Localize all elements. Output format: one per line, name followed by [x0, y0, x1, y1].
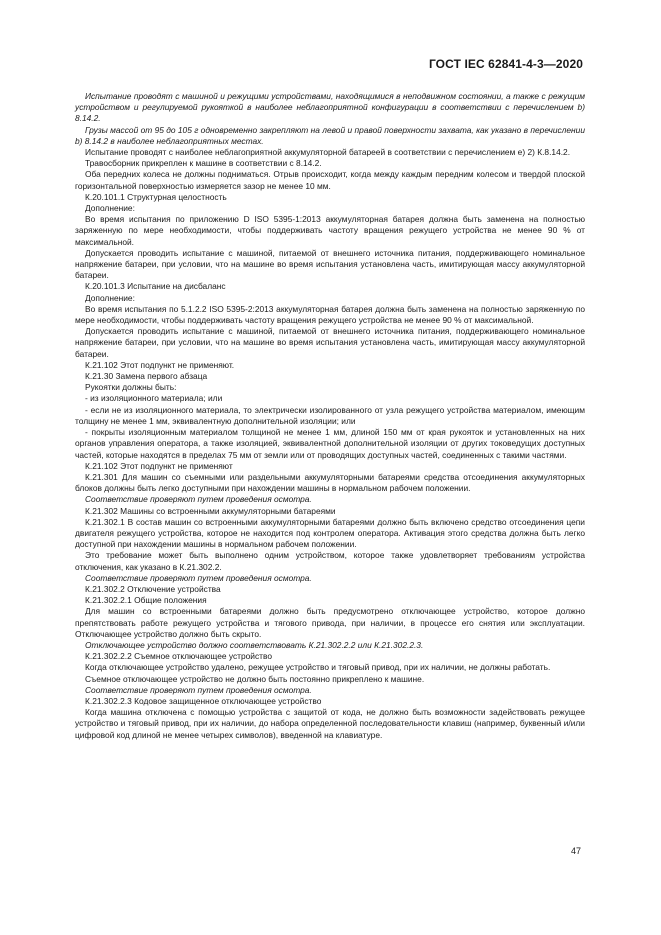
paragraph: К.21.30 Замена первого абзаца: [85, 371, 208, 382]
paragraph: - из изоляционного материала; или: [85, 393, 223, 404]
paragraph: К.21.302.2.3 Кодовое защищенное отключающее устройство: [85, 695, 322, 706]
paragraph: Отключающее устройство должно соответствовать К.21.302.2.2 или К.21.302.2.3.: [85, 639, 424, 650]
paragraph: Для машин со встроенными батареями должно быть предусмотрено отключающее устройство, которое должно препятствовать работе режущего устройства и тягового привода, при наличии, в процессе его снятия или эксплуатации. Отключающее устройство должно быть скрыто.: [75, 606, 585, 639]
paragraph: Испытание проводят с наиболее неблагоприятной аккумуляторной батареей в соответствии с перечислением е) 2) К.8.14.2.: [85, 147, 571, 158]
paragraph: К.20.101.3 Испытание на дисбаланс: [85, 281, 226, 292]
paragraph: Испытание проводят с машиной и режущими устройствами, находящимися в неподвижном состоянии, а также с режущим устройством и регулируемой рукояткой в наиболее неблагоприятной конфигурации в соответствии с перечислением b) 8.14.2.: [75, 91, 585, 124]
paragraph: Дополнение:: [85, 203, 135, 214]
paragraph: Допускается проводить испытание с машиной, питаемой от внешнего источника питания, поддерживающего номинальное напряжение батареи, при условии, что на машине во время испытания установлена часть, имитирующая массу аккумуляторной батареи.: [75, 247, 585, 281]
paragraph: К.21.302 Машины со встроенными аккумуляторными батареями: [85, 505, 336, 516]
page-number: 47: [570, 846, 581, 856]
paragraph: Когда машина отключена с помощью устройства с защитой от кода, не должно быть возможности задействовать режущее устройство и тяговый привод, при их наличии, до набора определенной последовательности клавиш (например, буквенный и/или цифровой код длиной не менее четырех символов), введенной на клавиатуре.: [75, 707, 585, 740]
paragraph: К.21.302.2 Отключение устройства: [85, 583, 221, 594]
paragraph: Грузы массой от 95 до 105 г одновременно закрепляют на левой и правой поверхности захвата, как указано в перечислении b) 8.14.2 в наиболее неблагоприятных местах.: [75, 124, 585, 146]
paragraph: - если не из изоляционного материала, то электрически изолированного от узла режущего устройства материалом, имеющим толщину не менее 1 мм, эквивалентную дополнительной изоляции; или: [75, 404, 585, 426]
paragraph: К.21.302.2.1 Общие положения: [85, 595, 207, 606]
paragraph: К.21.302.1 В состав машин со встроенными аккумуляторными батареями должно быть включено средство отсоединения цепи двигателя режущего устройства, которое не находится под контролем оператора. Активация этого средства должна быть легко доступной при нахождении машины в нормальном рабочем положении.: [75, 516, 585, 550]
paragraph: Съемное отключающее устройство не должно быть постоянно прикреплено к машине.: [85, 673, 425, 684]
paragraph: К.20.101.1 Структурная целостность: [85, 191, 227, 202]
paragraph: Оба передних колеса не должны подниматься. Отрыв происходит, когда между каждым передним колесом и твердой плоской горизонтальной поверхностью измеряется зазор не менее 10 мм.: [75, 169, 585, 191]
paragraph: Когда отключающее устройство удалено, режущее устройство и тяговый привод, при их наличии, не должны работать.: [85, 662, 551, 673]
document-header: ГОСТ IEC 62841-4-3—2020: [428, 57, 583, 71]
paragraph: К.21.302.2.2 Съемное отключающее устройство: [85, 651, 273, 662]
paragraph: Соответствие проверяют путем проведения осмотра.: [85, 572, 312, 583]
paragraph: Допускается проводить испытание с машиной, питаемой от внешнего источника питания, поддерживающего номинальное напряжение батареи, при условии, что на машине во время испытания установлена часть, имитирующая массу аккумуляторной батареи.: [75, 326, 585, 359]
paragraph: Соответствие проверяют путем проведения осмотра.: [85, 684, 312, 695]
paragraph: - покрыты изоляционным материалом толщиной не менее 1 мм, длиной 150 мм от края рукояток и установленных на них органов управления оператора, а также изоляцией, эквивалентной дополнительной изоляции от других токоведущих доступных частей, которые находятся в пределах 75 мм от земли или от проводящих доступных частей, соединенных с такими частями.: [75, 427, 585, 460]
paragraph: Во время испытания по 5.1.2.2 ISO 5395-2:2013 аккумуляторная батарея должна быть заменена на полностью заряженную по мере необходимости, чтобы поддерживать частоту вращения режущего устройства не менее 90 % от максимальной.: [75, 303, 585, 326]
paragraph: К.21.102 Этот подпункт не применяют: [85, 460, 233, 471]
paragraph: Соответствие проверяют путем проведения осмотра.: [85, 494, 312, 505]
paragraph: Это требование может быть выполнено одним устройством, которое также удовлетворяет требованиям устройства отключения, как указано в К.21.302.2.: [75, 550, 585, 572]
paragraph: Во время испытания по приложению D ISO 5395-1:2013 аккумуляторная батарея должна быть заменена на полностью заряженную по мере необходимости, чтобы поддерживать частоту вращения режущего устройства не менее 90 % от максимальной.: [75, 214, 585, 247]
paragraph: К.21.102 Этот подпункт не применяют.: [85, 359, 235, 370]
paragraph: Рукоятки должны быть:: [85, 382, 177, 393]
paragraph: К.21.301 Для машин со съемными или раздельными аккумуляторными батареями средства отсоединения аккумуляторных блоков должны быть легко доступными при нахождении машины в нормальном рабочем положении.: [75, 471, 585, 494]
paragraph: Травосборник прикреплен к машине в соответствии с 8.14.2.: [85, 158, 322, 169]
paragraph: Дополнение:: [85, 292, 135, 303]
document-body: [75, 91, 585, 741]
